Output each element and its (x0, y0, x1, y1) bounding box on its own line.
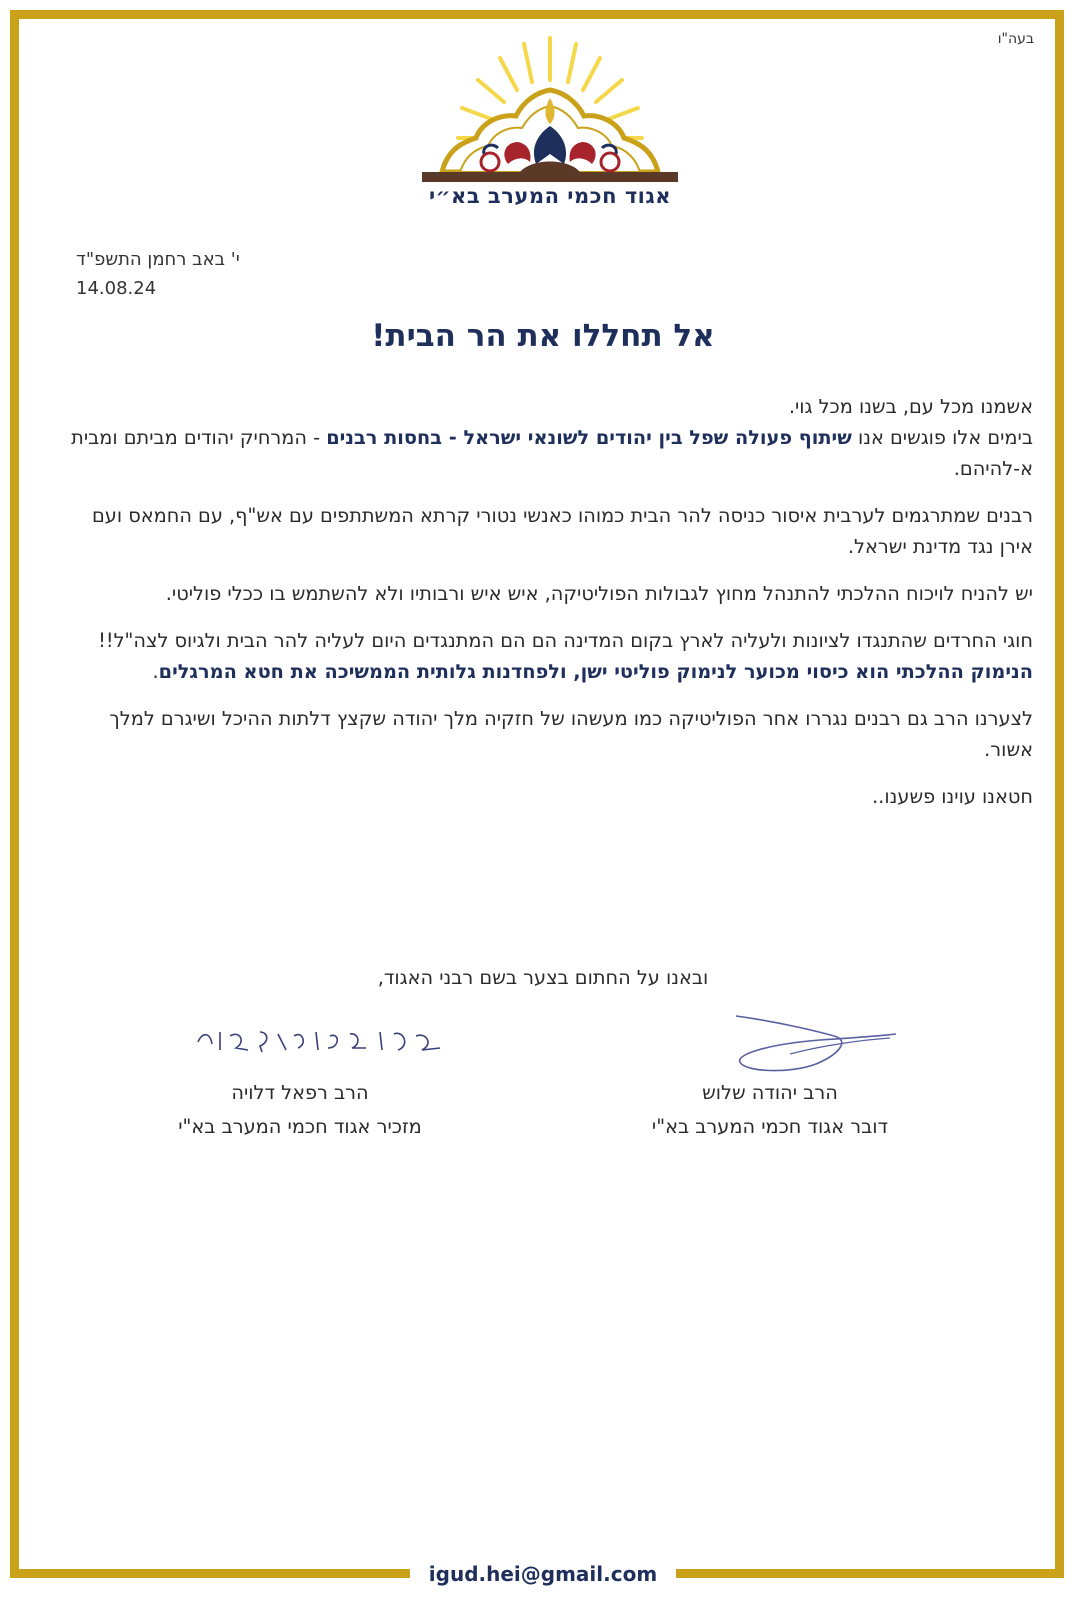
paragraph-1 (58, 422, 1033, 484)
closing-line: ובאנו על החתום בצער בשם רבני האגוד, (377, 966, 709, 989)
paragraph-5: לצערנו הרב גם רבנים נגררו אחר הפוליטיקה כמו מעשהו של חזקיה מלך יהודה שקצץ דלתות ההיכל ושיגרם למלך אשור. (109, 707, 1033, 761)
paragraph-6: חטאנו עוינו פשענו.. (872, 785, 1033, 808)
paragraph-4-intro: חוגי החרדים שהתנגדו לציונות ולעליה לארץ בקום המדינה הם הם המתנגדים היום לעליה להר הבית ולגיוס לצה"ל!! (98, 629, 1033, 652)
letter-title: אל תחללו את הר הבית! (371, 318, 715, 354)
paragraph-1-intro: בימים אלו פוגשים אנו (851, 426, 1033, 449)
paragraph-4-emphasis: הנימוק ההלכתי הוא כיסוי מכוער לנימוק פוליטי ישן, ולפחדנות גלותית הממשיכה את חטא המרגלים (158, 660, 1033, 683)
handwritten-signature-left (190, 1022, 450, 1062)
paragraph-3: יש להניח לויכוח ההלכתי להתנהל מחוץ לגבולות הפוליטיקה, איש איש ורבותיו ולא להשתמש בו ככלי פוליטי. (165, 582, 1033, 605)
signer-name: הרב רפאל דלויה (231, 1081, 369, 1104)
hebrew-date: י' באב רחמן התשפ"ד (76, 249, 240, 270)
letter-date (76, 245, 240, 303)
paragraph-1-line-1: אשמנו מכל עם, בשנו מכל גוי. (788, 395, 1033, 418)
gregorian-date: 14.08.24 (76, 278, 157, 299)
paragraph-1-end: - המרחיק יהודים מביתם ומבית א-להיהם. (71, 426, 1033, 480)
paragraph-4 (58, 625, 1033, 687)
footer-email[interactable]: igud.hei@gmail.com (410, 1556, 676, 1592)
handwritten-signature-right (730, 1010, 900, 1080)
signer-yehuda-shlush (600, 1076, 940, 1144)
letter-body (58, 391, 1033, 828)
signer-role: דובר אגוד חכמי המערב בא"י (651, 1115, 889, 1138)
beh-header: בעה"ו (997, 31, 1034, 47)
signer-refael-dloya (130, 1076, 470, 1144)
paragraph-1-emphasis: שיתוף פעולה שפל בין יהודים לשונאי ישראל - בחסות רבנים (326, 426, 852, 449)
paragraph-2: רבנים שמתרגמים לערבית איסור כניסה להר הבית כמוהו כאנשי נטורי קרתא המשתתפים עם אש"ף, עם החמאס ועם אירן נגד מדינת ישראל. (91, 504, 1033, 558)
signer-role: מזכיר אגוד חכמי המערב בא"י (178, 1115, 422, 1138)
signer-name: הרב יהודה שלוש (702, 1081, 838, 1104)
logo-text: אגוד חכמי המערב בא״י (428, 184, 672, 208)
paragraph-4-end: . (152, 660, 159, 683)
